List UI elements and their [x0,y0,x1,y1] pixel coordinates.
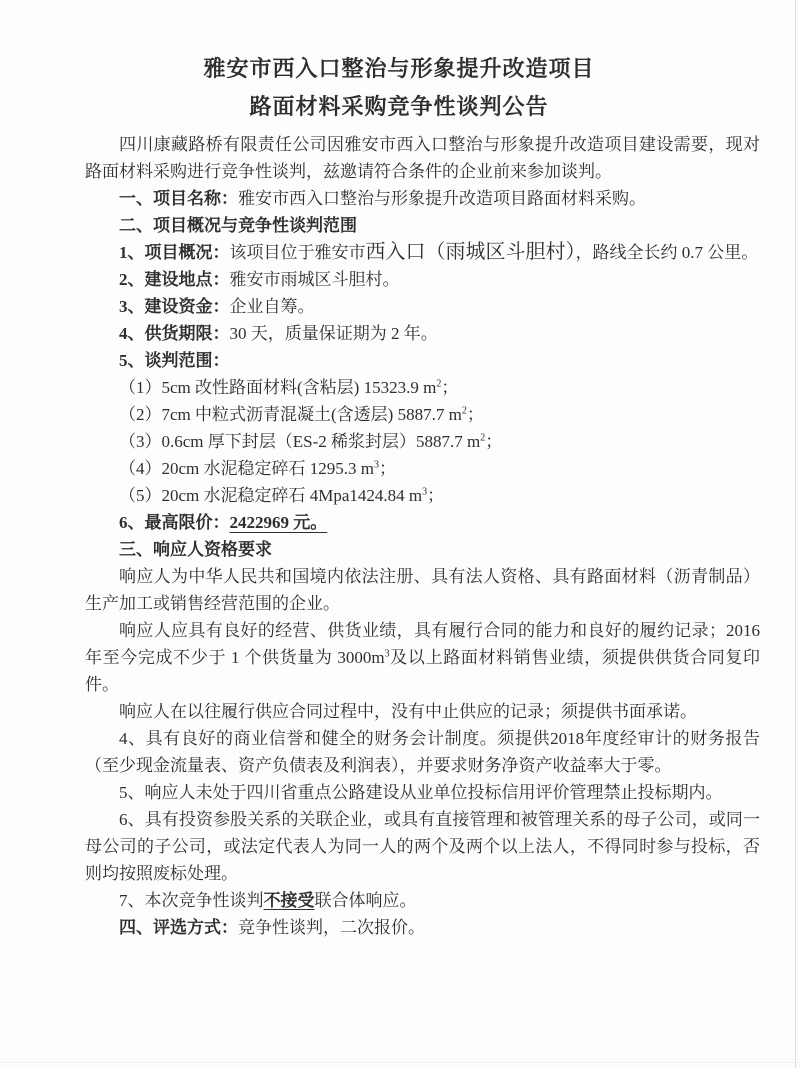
document-title-line2: 路面材料采购竞争性谈判公告 [249,94,549,119]
item-project-overview-pre: 该项目位于雅安市 [229,243,366,262]
qualification-paragraph-2-unit-sup: 3 [384,648,390,660]
scope-item-1-unit-sup: 2 [436,378,442,390]
item-max-price-value: 2422969 元。 [229,513,328,532]
section-3-heading: 三、响应人资格要求 [119,540,272,559]
section-4-evaluation-method [85,914,760,941]
scope-item-1-text: （1）5cm 改性路面材料(含粘层) 15323.9 m [119,378,437,397]
scope-item-3-unit-sup: 2 [480,432,486,444]
item-max-price [85,509,760,536]
qualification-paragraph-7-post: 联合体响应。 [314,891,417,910]
qualification-paragraph-6: 6、具有投资参股关系的关联企业，或具有直接管理和被管理关系的母子公司，或同一母公司的子公司，或法定代表人为同一人的两个及两个以上法人，不得同时参与投标，否则均按照废标处理。 [85,810,760,883]
item-project-overview [85,239,760,266]
scope-item-2-unit-sup: 2 [461,405,467,417]
scope-item-5 [85,482,760,509]
section-1-label: 一、项目名称： [119,189,238,208]
intro-paragraph: 四川康藏路桥有限责任公司因雅安市西入口整治与形象提升改造项目建设需要，现对路面材料采购进行竞争性谈判，兹邀请符合条件的企业前来参加谈判。 [85,135,760,181]
qualification-paragraph-4: 4、具有良好的商业信誉和健全的财务会计制度。须提供2018年度经审计的财务报告（至少现金流量表、资产负债表及利润表），并要求财务净资产收益率大于零。 [85,729,760,775]
qualification-paragraph-7-emphasis: 不接受 [263,891,315,910]
item-delivery-period-content: 30 天，质量保证期为 2 年。 [229,324,438,343]
item-project-overview-highlight: 西入口（雨城区斗胆村） [365,241,576,263]
scope-item-1-tail: ； [441,378,459,397]
item-funding [85,293,760,320]
section-1-content: 雅安市西入口整治与形象提升改造项目路面材料采购。 [238,189,646,208]
qualification-paragraph-7-pre: 7、本次竞争性谈判 [119,891,264,910]
scope-item-1 [85,374,760,401]
scope-item-4-tail: ； [379,459,396,478]
scope-item-4-text: （4）20cm 水泥稳定碎石 1295.3 m [119,459,374,478]
document-title-line1: 雅安市西入口整治与形象提升改造项目 [203,56,595,81]
item-funding-content: 企业自筹。 [229,297,315,316]
scope-item-5-unit-sup: 3 [422,486,428,498]
item-scope-heading [85,347,760,374]
item-project-overview-post: ，路线全长约 0.7 公里。 [575,243,759,262]
item-delivery-period-label: 4、供货期限： [119,324,230,343]
section-1-project-name [85,185,760,212]
scope-item-3-text: （3）0.6cm 厚下封层（ES-2 稀浆封层）5887.7 m [119,432,481,451]
qualification-paragraph-3: 响应人在以往履行供应合同过程中，没有中止供应的记录；须提供书面承诺。 [119,702,697,721]
section-4-content: 竞争性谈判，二次报价。 [238,918,425,937]
qualification-paragraph-2-pre: 响应人应具有良好的经营、供货业绩，具有履行合同的能力和良好的履约记录；2016年至今完成不少于 1 个供货量为 3000m [85,621,760,667]
qualification-paragraph-7 [85,887,760,914]
scope-item-5-text: （5）20cm 水泥稳定碎石 4Mpa1424.84 m [119,486,423,505]
section-4-label: 四、评选方式： [119,918,238,937]
item-location-content: 雅安市雨城区斗胆村。 [229,270,400,289]
qualification-paragraph-2-post: 及以上路面材料销售业绩，须提供供货合同复印件。 [85,648,761,694]
scope-item-2 [85,401,760,428]
item-location-label: 2、建设地点： [119,270,230,289]
item-project-overview-label: 1、项目概况： [119,243,230,262]
scope-item-4 [85,455,760,482]
item-max-price-label: 6、最高限价： [119,513,230,532]
document-body [85,131,760,941]
scope-item-4-unit-sup: 3 [374,459,379,471]
scan-bottom-edge-line [0,1062,800,1063]
scope-item-5-tail: ； [427,486,445,505]
section-2-heading: 二、项目概况与竞争性谈判范围 [119,216,357,235]
item-scope-heading-label: 5、谈判范围： [119,351,230,370]
scope-item-3 [85,428,760,455]
item-location [85,266,760,293]
qualification-paragraph-5: 5、响应人未处于四川省重点公路建设从业单位投标信用评价管理禁止投标期内。 [119,783,723,802]
scan-right-edge-line [795,0,796,1068]
qualification-paragraph-1: 响应人为中华人民共和国境内依法注册、具有法人资格、具有路面材料（沥青制品）生产加工或销售经营范围的企业。 [85,567,760,613]
item-funding-label: 3、建设资金： [119,297,230,316]
qualification-paragraph-2 [85,617,760,698]
scope-item-2-tail: ； [466,405,484,424]
scope-item-3-tail: ； [485,432,503,451]
item-delivery-period [85,320,760,347]
scope-item-2-text: （2）7cm 中粒式沥青混凝土(含透层) 5887.7 m [119,405,462,424]
